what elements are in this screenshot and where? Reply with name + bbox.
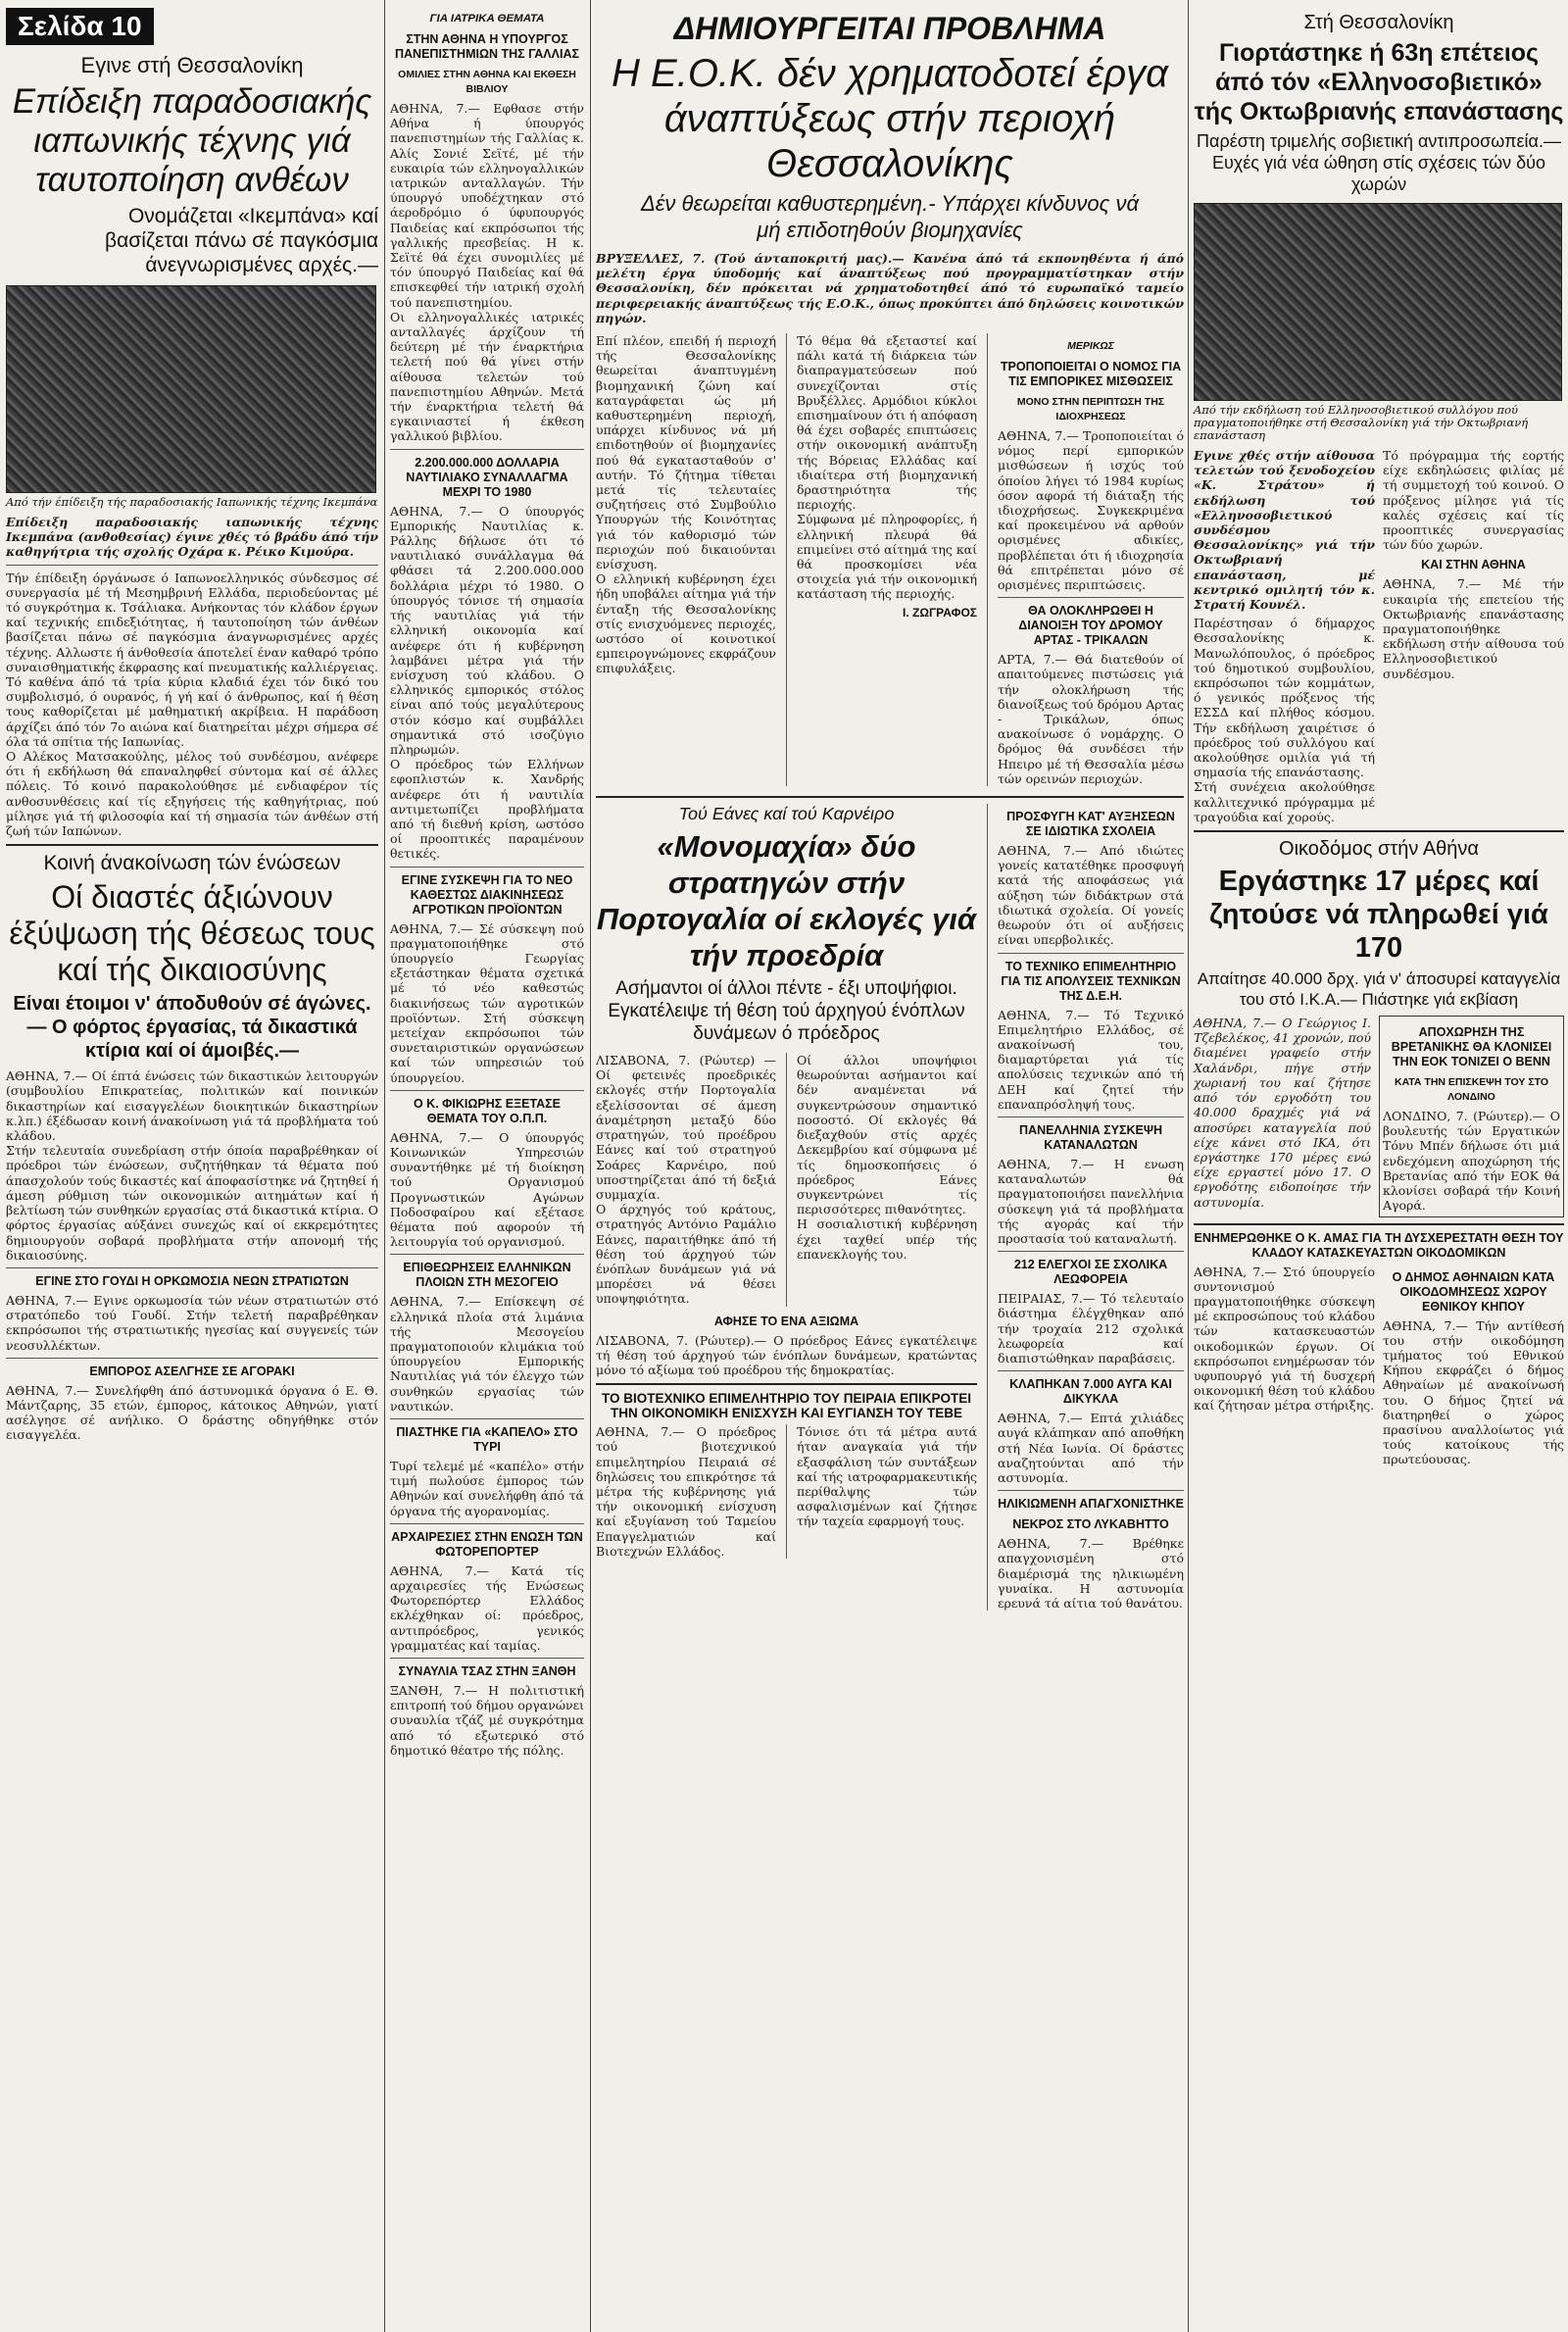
article-headline: Η Ε.Ο.Κ. δέν χρηματοδοτεί έργα άναπτύξεως στήν περιοχή Θεσσαλονίκης (612, 52, 1168, 185)
article-headline: Οί διαστές άξιώνουν έξύψωση τής θέσεως τους καί τής δικαιοσύνης (9, 879, 375, 988)
constructors-body-columns (1194, 1264, 1568, 1467)
article-kicker: Τού Εάνες καί τού Καρνέιρο (678, 804, 895, 824)
article-judges (6, 852, 378, 1263)
anniversary-body-columns (1194, 448, 1568, 824)
article-body: ΑΘΗΝΑ, 7.— Από ιδιώτες γονείς κατατέθηκε προσφυγή κατά τής αποφάσεως γιά αύξηση τών διδάκτρων στά ιδιωτικά σχολεία. Οί γονείς θεωρούν ότι οί αυξήσεις είναι υπερβολικές. (998, 843, 1188, 948)
article-body: ΑΘΗΝΑ, 7.— Κατά τίς αρχαιρεσίες τής Ενώσεως Φωτορεπόρτερ Ελλάδος εκλέχθηκαν οί: πρόεδρος, αντιπρόεδρος, γενικός γραμματέας καί ταμίας. (390, 1563, 588, 1653)
article-subhead: ΜΟΝΟ ΣΤΗΝ ΠΕΡΙΠΤΩΣΗ ΤΗΣ ΙΔΙΟΧΡΗΣΕΩΣ (1016, 396, 1165, 423)
article-deck: Είναι έτοιμοι ν' άποδυθούν σέ άγώνες.— Ο φόρτος έργασίας, τά δικαστικά κτίρια καί οί άμοιβές.— (13, 993, 371, 1063)
article-kicker: Κοινή άνακοίνωση τών ένώσεων (43, 852, 341, 875)
article-body: ΑΘΗΝΑ, 7.— Βρέθηκε απαγχονισμένη στό διαμέρισμά της ηλικιωμένη γυναίκα. Η αστυνομία ερευνά τά αίτια τού θανάτου. (998, 1536, 1188, 1611)
article-photo (1194, 203, 1562, 401)
article-headline: ΠΙΑΣΤΗΚΕ ΓΙΑ «ΚΑΠΕΛΟ» ΣΤΟ ΤΥΡΙ (396, 1425, 578, 1455)
article-deck: Δέν θεωρείται καθυστερημένη.- Υπάρχει κίνδυνος νά μή επιδοτηθούν βιομηχανίες (641, 191, 1139, 242)
column-right (1194, 0, 1568, 2332)
anniversary-body-right (1383, 448, 1568, 824)
article-ikebana (6, 53, 383, 839)
article-deck: Ασήμαντοι οί άλλοι πέντε - έξι υποψήφιοι. Εγκατέλειψε τή θέση τού άρχηγού ένόπλων δυνάμεων ό πρόεδρος (608, 978, 965, 1045)
article-headline: ΝΕΚΡΟΣ ΣΤΟ ΛΥΚΑΒΗΤΤΟ (1012, 1517, 1169, 1532)
article-body: ΑΘΗΝΑ, 7.— Σέ σύσκεψη πού πραγματοποιήθηκε στό ύπουργείο Γεωργίας εξετάστηκαν θέματα σχετικά μέ τό νέο καθεστώς διακινήσεως τών αγροτικών προϊόντων. Στή σύσκεψη μετείχαν εκπρόσωποι τών συνεταιριστικών οργανώσεων καί τών υπηρεσιών τού ύπουργείου. (390, 920, 588, 1085)
article-headline: ΕΠΙΘΕΩΡΗΣΕΙΣ ΕΛΛΗΝΙΚΩΝ ΠΛΟΙΩΝ ΣΤΗ ΜΕΣΟΓΕΙΟ (403, 1261, 571, 1290)
article-headline: ΕΓΙΝΕ ΣΤΟ ΓΟΥΔΙ Η ΟΡΚΩΜΟΣΙΑ ΝΕΩΝ ΣΤΡΑΤΙΩΤΩΝ (35, 1273, 349, 1288)
article-headline: ΕΜΠΟΡΟΣ ΑΣΕΛΓΗΣΕ ΣΕ ΑΓΟΡΑΚΙ (89, 1364, 295, 1378)
eec-body-right (797, 333, 977, 786)
photo-caption: Από τήν έπίδειξη τής παραδοσιακής Ιαπωνικής τέχνης Ικεμπάνα (6, 495, 378, 509)
article-agro (390, 872, 588, 1085)
article-opap (390, 1096, 588, 1250)
article-headline: ΕΝΗΜΕΡΩΘΗΚΕ Ο Κ. ΑΜΑΣ ΓΙΑ ΤΗ ΔΥΣΧΕΡΕΣΤΑΤΗ ΘΕΣΗ ΤΟΥ ΚΛΑΔΟΥ ΚΑΤΑΣΚΕΥΑΣΤΩΝ ΟΙΚΟΔΟΜΙΚΩΝ (1194, 1230, 1564, 1260)
article-body: ΞΑΝΘΗ, 7.— Η πολιτιστική επιτροπή τού δήμου οργανώνει συναυλία τζάζ μέ συγκρότημα από τό εξωτερικό στό δημοτικό θέατρο τής πόλης. (390, 1683, 588, 1758)
page-number-tag (6, 8, 378, 45)
article-body: Τήν έπίδειξη όργάνωσε ό Ιαπωνοελληνικός σύνδεσμος σέ συνεργασία μέ τή Μεσημβρινή Ελλάδα, περιοδεύοντας μέ τό συγκρότημα κ. Τσάλιακα. Ανήκοντας τόν κλάδον έργων καί τεχνικής επιδεξιότητας, ή ταυτοποίηση τών άνθέων βασίζεται πάνω σέ παγκόσμια άναγνωρισμένες αρχές τέχνης. Αλλωστε ή άνθοθεσία άποτελεί έναν καθαρό τρόπο συναισθηματικής έκφρασης καί πνευματικής καλλιέργειας. Τό καθένα άπό τά τρία κύρια κλαδιά έχει τόν δικό του συμβολισμό, ό ουρανός, ή γή καί ό άνθρωπος, καί ή θέση τους καθορίζεται μέ μαθηματική ακρίβεια. Η παράδοση άρχίζει άπό τόν 7ο αιώνα καί διατηρείται μέχρι σήμερα σέ όλα τά σπίτια τής Ιαπωνίας. Ο Αλέκος Ματσακούλης, μέλος τού συνδέσμου, ανέφερε ότι ή εκδήλωση θά επαναληφθεί σύντομα καί σέ άλλες πόλεις. Τό κοινό παρακολούθησε μέ ενδιαφέρον τίς ανθοσυνθέσεις καί τίς εξηγήσεις τής καθηγήτριας, πού μίλησε γιά τή φιλοσοφία καί τή σημασία τών άνθέων στή ζωή τών Ιαπώνων. (6, 570, 378, 839)
eec-body-left (596, 333, 776, 786)
article-headline: ΑΠΟΧΩΡΗΣΗ ΤΗΣ ΒΡΕΤΑΝΙΚΗΣ ΘΑ ΚΛΟΝΙΣΕΙ ΤΗΝ ΕΟΚ ΤΟΝΙΖΕΙ Ο ΒΕΝΝ (1391, 1025, 1552, 1069)
article-national-garden (1383, 1265, 1568, 1467)
article-headline: ΚΑΙ ΣΤΗΝ ΑΘΗΝΑ (1421, 558, 1526, 572)
article-body: ΑΘΗΝΑ, 7.— Τροποποιείται ό νόμος περί εμπορικών μισθώσεων ή ισχύς τού όποίου λήγει τό 1984 κυρίως όσον αφορά τή διάταξη τής ιδιοχρήσεως. Συγκεκριμένα καί προκειμένου νά αρθούν ορισμένες αδικίες, προβλέπεται ότι ή ιδιοχρησία θά επιτρέπεται μόνο σέ ορισμένες περιπτώσεις. (998, 428, 1188, 593)
article-merchant (6, 1364, 382, 1443)
article-headline: ΤΡΟΠΟΠΟΙΕΙΤΑΙ Ο ΝΟΜΟΣ ΓΙΑ ΤΙΣ ΕΜΠΟΡΙΚΕΣ ΜΙΣΘΩΣΕΙΣ (1000, 360, 1182, 389)
article-anniversary (1194, 12, 1568, 824)
article-headline: Ο Κ. ΦΙΚΙΩΡΗΣ ΕΞΕΤΑΣΕ ΘΕΜΑΤΑ ΤΟΥ Ο.Π.Π. (413, 1096, 562, 1125)
article-jazz (390, 1664, 588, 1758)
article-kicker: Εγινε στή Θεσσαλονίκη (80, 53, 304, 77)
article-headline: Επίδειξη παραδοσιακής ιαπωνικής τέχνης γιά ταυτοποίηση ανθέων (12, 82, 372, 199)
article-headline: ΘΑ ΟΛΟΚΛΗΡΩΘΕΙ Η ΔΙΑΝΟΙΞΗ ΤΟΥ ΔΡΟΜΟΥ ΑΡΤΑΣ - ΤΡΙΚΑΛΩΝ (1018, 604, 1163, 648)
article-constructors (1194, 1230, 1568, 1467)
article-body: ΑΘΗΝΑ, 7.— Εφθασε στήν Αθήνα ή ύπουργός πανεπιστημίων τής Γαλλίας κ. Αλίς Σονιέ Σεϊτέ, μέ τήν ευκαιρία τών ελληνογαλλικών ιατρικών ανταλλαγών. Τήν ύπουργό υποδέχτηκαν στό άεροδρόμιο ό ύφυπουργός Παιδείας καί εκπρόσωποι τής γαλλικής πρεσβείας. Η κ. Σεϊτέ θά έχει συνομιλίες μέ τόν ύπουργό Παιδείας καί θά επισκεφθεί τήν ιατρική σχολή τού πανεπιστημίου. Οι ελληνογαλλικές ιατρικές ανταλλαγές άρχίζουν τή δεύτερη μέ τήν έναρκτήρια τελετή πού θά γίνει στήν αίθουσα τελετών τού πανεπιστημίου Αθηνών. Μετά τήν έναρκτήρια τελετή θά εγκαινιαστεί ή έκθεση γαλλικού βιβλίου. (390, 101, 584, 444)
article-body: Οί άλλοι υποψήφιοι θεωρούνται ασήμαντοι καί δέν αναμένεται νά συγκεντρώσουν σημαντικό ποσοστό. Οί εκλογές θά διεξαχθούν στίς αρχές Δεκεμβρίου καί σύμφωνα μέ τίς δημοσκοπήσεις ό πρόεδρος Εάνες συγκεντρώνει τίς περισσότερες πιθανότητες. Η σοσιαλιστική κυβέρνηση έχει ταχθεί υπέρ τής επανεκλογής του. (797, 1053, 977, 1262)
article-headline: «Μονομαχία» δύο στρατηγών στήν Πορτογαλία οί εκλογές γιά τήν προεδρία (596, 829, 977, 973)
article-body: ΛΟΝΔΙΝΟ, 7. (Ρώυτερ).— Ο βουλευτής τών Εργατικών Τόνυ Μπέν δήλωσε ότι μιά ενδεχόμενη αποχώρηση τής Βρετανίας από τήν ΕΟΚ θά κλονίσει σοβαρά τήν Κοινή Αγορά. (1383, 1109, 1564, 1214)
article-label: ΜΕΡΙΚΩΣ (1067, 340, 1114, 353)
article-label: ΓΙΑ ΙΑΤΡΙΚΑ ΘΕΜΑΤΑ (429, 13, 545, 25)
column-rule (384, 0, 385, 2332)
article-body: ΑΘΗΝΑ, 7.— Συνελήφθη άπό άστυνομικά όργανα ό Ε. Θ. Μάντζαρης, 35 ετών, έμπορος, κάτοικος Αθηνών, γιατί ασέλγησε σέ ανήλικο. Ο δράστης οδηγήθηκε στόν εισαγγελέα. (6, 1382, 382, 1443)
article-headline: ΑΡΧΑΙΡΕΣΙΕΣ ΣΤΗΝ ΕΝΩΣΗ ΤΩΝ ΦΩΤΟΡΕΠΟΡΤΕΡ (391, 1529, 583, 1559)
column-left (6, 0, 383, 2332)
article-headline: Ο ΔΗΜΟΣ ΑΘΗΝΑΙΩΝ ΚΑΤΑ ΟΙΚΟΔΟΜΗΣΕΩΣ ΧΩΡΟΥ ΕΘΝΙΚΟΥ ΚΗΠΟΥ (1392, 1269, 1555, 1314)
article-oath (6, 1273, 382, 1353)
article-body: Τόνισε ότι τά μέτρα αυτά ήταν αναγκαία γιά τήν εξασφάλιση τών συντάξεων καί τής ιατροφαρμακευτικής περίθαλψης τών ασφαλισμένων καί ζήτησε τήν ταχεία εφαρμογή τους. (797, 1424, 981, 1529)
article-body: ΑΘΗΝΑ, 7.— Η ενωση καταναλωτών θά πραγματοποιήσει πανελλήνια σύσκεψη γιά τά προβλήματα τής αγοράς καί τήν προστασία τού καταναλωτή. (998, 1156, 1188, 1246)
article-headline: ΠΡΟΣΦΥΓΗ ΚΑΤ' ΑΥΞΗΣΕΩΝ ΣΕ ΙΔΙΩΤΙΚΑ ΣΧΟΛΕΙΑ (1006, 810, 1175, 839)
article-headline: Γιορτάστηκε ή 63η επέτειος άπό τόν «Ελληνοσοβιετικό» τής Οκτωβριανής επανάστασης (1194, 39, 1564, 125)
article-deck: Απαίτησε 40.000 δρχ. γιά ν' άποσυρεί καταγγελία του στό Ι.Κ.Α.— Πιάστηκε γιά εκβίαση (1197, 969, 1561, 1010)
article-kicker: Στή Θεσσαλονίκη (1303, 12, 1454, 33)
column-rule (1188, 0, 1189, 2332)
article-headline: ΑΦΗΣΕ ΤΟ ΕΝΑ ΑΞΙΩΜΑ (713, 1314, 859, 1328)
article-body: ΑΘΗΝΑ, 7.— Ο ύπουργός Εμπορικής Ναυτιλίας κ. Ράλλης δήλωσε ότι τό ναυτιλιακό συνάλλαγμα θά φθάσει τά 2.200.000.000 δολλάρια μέχρι τό 1980. Ο ύπουργός τόνισε τή σημασία τής ναυτιλίας γιά τήν ελληνική οικονομία καί ανέφερε ότι ή κυβέρνηση λαμβάνει μέτρα γιά τήν ενίσχυση τού κλάδου. Ο ελληνικός εμπορικός στόλος είναι από τούς μεγαλύτερους στόν κόσμο καί συμβάλλει σημαντικά στό ισοζύγιο πληρωμών. Ο πρόεδρος τών Ελλήνων εφοπλιστών κ. Χανδρής ανέφερε ότι ή ναυτιλία αντιμετωπίζει προβλήματα από τή διεθνή κρίση, ωστόσο οί προοπτικές παραμένουν θετικές. (390, 503, 584, 862)
page-label: Σελίδα 10 (6, 8, 154, 45)
anniversary-body-left (1194, 448, 1380, 824)
tebe-body-columns (596, 1424, 981, 1559)
article-headline: ΤΟ ΒΙΟΤΕΧΝΙΚΟ ΕΠΙΜΕΛΗΤΗΡΙΟ ΤΟΥ ΠΕΙΡΑΙΑ ΕΠΙΚΡΟΤΕΙ ΤΗΝ ΟΙΚΟΝΟΜΙΚΗ ΕΝΙΣΧΥΣΗ ΚΑΙ ΕΥΓΙΑΝΣΗ ΤΟΥ ΤΕΒΕ (601, 1391, 972, 1421)
portugal-body-columns (596, 1053, 977, 1306)
article-headline: ΠΑΝΕΛΛΗΝΙΑ ΣΥΣΚΕΨΗ ΚΑΤΑΝΑΛΩΤΩΝ (1019, 1122, 1162, 1152)
article-deck: Παρέστη τριμελής σοβιετική αντιπροσωπεία.— Ευχές γιά νέα ώθηση στίς σχέσεις τών δύο χωρών (1197, 131, 1561, 194)
column-main (596, 0, 1189, 2332)
article-body: ΑΘΗΝΑ, 7.— Οί έπτά ένώσεις τών δικαστικών λειτουργών (συμβουλίου Επικρατείας, πολιτικών καί ποινικών δικαστηρίων καί εισαγγελέων διοικητικών δικαστηρίων κ.λπ.) έξέδωσαν κοινή άνακοίνωση γιά τά προβλήματα τού κλάδου. Στήν τελευταία συνεδρίαση στήν όποία παραβρέθηκαν οί πρόεδροι τών ένώσεων, συζητήθηκαν τά θέματα πού άπασχολούν τούς δικαστές καί άποφασίστηκε νά ζητηθεί ή άμεση ρύθμιση τών οικονομικών αιτημάτων καί ή βελτίωση τών συνθηκών εργασίας στά δικαστικά κτίρια. Ο φόρτος έργασίας αύξάνει συνεχώς καί οί εκκρεμότητες δημιουργούν σοβαρά προβλήματα στήν απονομή τής δικαιοσύνης. (6, 1068, 378, 1263)
column-second (390, 0, 588, 2332)
article-body: Τυρί τελεμέ μέ «καπέλο» στήν τιμή πωλούσε έμπορος τών Αθηνών καί συνελήφθη άπό τά όργανα τής αγορανομίας. (390, 1459, 588, 1518)
article-portugal (596, 804, 981, 1611)
article-ship-inspections (390, 1261, 588, 1414)
article-body: ΑΘΗΝΑ, 7.— Ο Γεώργιος Ι. Τζεβελέκος, 41 χρονών, πού διαμένει γραφείο στήν Χαλάνδρι, πήγε στήν χωριανή του καί ζήτησε από τόν εργοδότη του 40.000 δραχμές γιά νά αποσύρει καταγγελία πού είχε κάνει στό ΙΚΑ, ότι εργάστηκε 170 μέρες ενώ είχε εργαστεί μόνο 17. Ο εργοδότης ειδοποίησε τήν αστυνομία. (1194, 1016, 1375, 1210)
article-headline-pre: ΗΛΙΚΙΩΜΕΝΗ ΑΠΑΓΧΟΝΙΣΤΗΚΕ (998, 1497, 1184, 1512)
column-rule (590, 0, 591, 2332)
article-body: ΑΡΤΑ, 7.— Θά διατεθούν οί απαιτούμενες πιστώσεις γιά τήν ολοκλήρωση τής διανοίξεως τού δρόμου Αρτας - Τρικάλων, όπως ανακοίνωσε ό νομάρχης. Ο δρόμος θά συνδέσει τήν Ηπειρο μέ τή Θεσσαλία μέσω τών ορεινών περιοχών. (998, 652, 1188, 786)
article-french-minister (390, 12, 584, 444)
article-body: ΑΘΗΝΑ, 7.— Τήν αντίθεσή του στήν οικοδόμηση τμήματος τού Εθνικού Κήπου εκφράζει ό δήμος Αθηναίων μέ ανακοίνωσή του. Ο δήμος ζητεί νά διατηρηθεί ο χώρος πρασίνου αναλλοίωτος γιά τούς κατοίκους τής πρωτεύουσας. (1383, 1317, 1568, 1467)
article-body: Παρέστησαν ό δήμαρχος Θεσσαλονίκης κ. Μανωλόπουλος, ό πρόεδρος τού δημοτικού συμβουλίου, εκπρόσωποι τών κομμάτων, ό γενικός πρόξενος τής ΕΣΣΔ καί πλήθος κόσμου. Τήν εκδήλωση χαιρέτισε ό πρόεδρος τού συλλόγου καί ακολούθησε ομιλία γιά τή σημασία τής επανάστασης. Στή συνέχεια ακολούθησε καλλιτεχνικό πρόγραμμα μέ τραγούδια καί χορούς. (1194, 616, 1375, 824)
article-body: Τό πρόγραμμα τής εορτής είχε εκδηλώσεις φιλίας μέ τή συμμετοχή τού κοινού. Ο πρόξενος μίλησε γιά τίς καλές σχέσεις καί τίς προοπτικές συνεργασίας τών δύο χωρών. (1383, 448, 1568, 553)
article-lead: ΒΡΥΞΕΛΛΕΣ, 7. (Τού άνταποκριτή μας).— Κανένα άπό τά εκπονηθέντα ή άπό μελέτη έργα ύποδομής καί άναπτύξεως πού προγραμματίστηκαν στήν Θεσσαλονίκη, δέν πρόκειται νά χρηματοδοτηθεί άπό τό ευρωπαϊκό ταμείο περιφερειακής άναπτύξεως τής Ε.Ο.Κ., όπως προκύπτει άπό δηλώσεις κοινοτικών πηγών. (596, 251, 1189, 325)
article-headline: 2.200.000.000 ΔΟΛΛΑΡΙΑ ΝΑΥΤΙΛΙΑΚΟ ΣΥΝΑΛΛΑΓΜΑ ΜΕΧΡΙ ΤΟ 1980 (406, 455, 568, 499)
photo-caption: Από τήν εκδήλωση τού Ελληνοσοβιετικού συλλόγου πού πραγματοποιήθηκε στή Θεσσαλονίκη γιά τήν Οκτωβριανή επανάσταση (1194, 403, 1529, 442)
lower-main (596, 804, 1188, 1611)
article-body: ΠΕΙΡΑΙΑΣ, 7.— Τό τελευταίο διάστημα έλέγχθηκαν από τήν τροχαία 212 σχολικά λεωφορεία καί διαπιστώθηκαν παραβάσεις. (998, 1291, 1188, 1365)
article-body: Επί πλέον, επειδή ή περιοχή τής Θεσσαλονίκης θεωρείται άναπτυγμένη βιομηχανική ζώνη καί καταγράφεται ώς μή καθυστερημένη περιοχή, υπάρχει κίνδυνος νά μή επιδοτηθούν οί βιομηχανίες πού θά εγκατασταθούν σ' αυτήν. Τό ζήτημα τίθεται μετά τίς τελευταίες συζητήσεις στό Συμβούλιο Υπουργών τής Κοινότητας γιά τόν καθορισμό τών περιοχών πού δικαιούνται ενίσχυση. Ο ελληνική κυβέρνηση έχει ήδη υποβάλει αίτημα γιά τήν ένταξη τής Θεσσαλονίκης στίς ενισχυόμενες περιοχές, ωστόσο οί κοινοτικοί εμπειρογνώμονες εκφράζουν επιφυλάξεις. (596, 333, 776, 676)
article-headline: ΣΥΝΑΥΛΙΑ ΤΣΑΖ ΣΤΗΝ ΞΑΝΘΗ (398, 1664, 576, 1679)
article-headline: 212 ΕΛΕΓΧΟΙ ΣΕ ΣΧΟΛΙΚΑ ΛΕΩΦΟΡΕΙΑ (1013, 1258, 1168, 1287)
article-body: ΛΙΣΑΒΟΝΑ, 7. (Ρώυτερ) — Οί φετεινές προεδρικές εκλογές στήν Πορτογαλία εξελίσσονται σέ άμεση άναμέτρηση μεταξύ δύο στρατηγών, τού προέδρου Εάνες καί τού στρατηγού Σοάρες Καρνέιρο, πού υποστηρίζεται άπό τή δεξιά συμμαχία. Ο άρχηγός τού κράτους, στρατηγός Αντόνιο Ραμάλιο Εάνες, παραιτήθηκε άπό τή θέση τού άρχηγού τών ένόπλων δυνάμεων γιά νά μπορέσει νά θέσει υποψηφιότητα. (596, 1053, 776, 1307)
boxed-article-britain (1379, 1016, 1564, 1216)
article-body: ΑΘΗΝΑ, 7.— Ο ύπουργός Κοινωνικών Υπηρεσιών συναντήθηκε μέ τή διοίκηση τού Οργανισμού Προγνωστικών Αγώνων Ποδοσφαίρου καί εξέτασε θέματα πού αφορούν τή λειτουργία τού οργανισμού. (390, 1129, 588, 1250)
article-body: ΑΘΗΝΑ, 7.— Εγινε ορκωμοσία τών νέων στρατιωτών στό στρατόπεδο τού Γουδί. Στήν τελετή παραβρέθηκαν εκπρόσωποι τής στρατιωτικής ηγεσίας καί συγγενείς τών νεοσυλλέκτων. (6, 1292, 382, 1353)
article-byline: I. ΖΩΓΡΑΦΟΣ (902, 605, 977, 620)
mini-column (998, 333, 1188, 786)
article-kicker: ΔΗΜΙΟΥΡΓΕΙΤΑΙ ΠΡΟΒΛΗΜΑ (673, 11, 1106, 46)
article-intro: Επίδειξη παραδοσιακής ιαπωνικής τέχνης Ικεμπάνα (ανθοθεσίας) έγινε χθές τό βράδυ άπό τήν καθηγήτρια τής σχολής Οχάρα κ. Ρέικο Κιμούρα. (6, 515, 383, 560)
article-headline: ΚΛΑΠΗΚΑΝ 7.000 ΑΥΓΑ ΚΑΙ ΔΙΚΥΚΛΑ (1009, 1377, 1172, 1407)
article-kicker: Οικοδόμος στήν Αθήνα (1279, 838, 1479, 861)
article-body: ΑΘΗΝΑ, 7.— Επίσκεψη σέ ελληνικά πλοία στά λιμάνια τής Μεσογείου πραγματοποιούν κλιμάκια τού ύπουργείου Εμπορικής Ναυτιλίας γιά τόν έλεγχο τών συνθηκών εργασίας τών ναυτικών. (390, 1294, 588, 1414)
article-photographers (390, 1529, 588, 1653)
article-body: ΑΘΗΝΑ, 7.— Μέ τήν ευκαιρία τής επετείου τής Οκτωβριανής επανάστασης πραγματοποιήθηκε εκδήλωση στήν αίθουσα τού Ελληνοσοβιετικού συνδέσμου. (1383, 576, 1568, 681)
article-body: ΛΙΣΑΒΟΝΑ, 7. (Ρώυτερ).— Ο πρόεδρος Εάνες εγκατέλειψε τή θέση τού άρχηγού τών ένόπλων δυνάμεων, κρατώντας μόνο τό αξίωμα τού προέδρου τής δημοκρατίας. (596, 1332, 981, 1377)
article-eec (596, 10, 1189, 325)
article-body: ΑΘΗΝΑ, 7.— Στό ύπουργείο συντονισμού πραγματοποιήθηκε σύσκεψη μέ εκπροσώπους τού κλάδου τών κατασκευαστών οικοδομικών έργων. Οί εκπρόσωποι ενημέρωσαν τόν υφυπουργό γιά τή δυσχερή οικονομική θέση τού κλάδου καί ζήτησαν μέτρα στήριξης. (1194, 1264, 1379, 1414)
article-body: ΑΘΗΝΑ, 7.— Επτά χιλιάδες αυγά κλάπηκαν από αποθήκη στή Νέα Ιωνία. Οί δράστες αναζητούνται από τήν αστυνομία. (998, 1411, 1188, 1485)
article-subhead: ΚΑΤΑ ΤΗΝ ΕΠΙΣΚΕΨΗ ΤΟΥ ΣΤΟ ΛΟΝΔΙΝΟ (1394, 1076, 1549, 1104)
article-headline: Εργάστηκε 17 μέρες καί ζητούσε νά πληρωθεί γιά 170 (1209, 866, 1548, 965)
article-body: ΑΘΗΝΑ, 7.— Τό Τεχνικό Επιμελητήριο Ελλάδος, σέ ανακοίνωσή του, διαμαρτύρεται γιά τίς απολύσεις τεχνικών από τή ΔΕΗ καί ζητεί τήν επαναπρόσληψή τους. (998, 1007, 1188, 1112)
article-body: ΑΘΗΝΑ, 7.— Ο πρόεδρος τού βιοτεχνικού επιμελητηρίου Πειραιά σέ δηλώσεις του επικρότησε τά μέτρα τής κυβέρνησης γιά τήν οικονομική ενίσχυση καί εξυγίανση τού Ταμείου Επαγγελματιών καί Βιοτεχνών Ελλάδος. (596, 1424, 780, 1559)
mini-column-lower (998, 804, 1188, 1611)
article-builder (1194, 838, 1564, 1216)
article-photo (6, 285, 376, 493)
article-cheese (390, 1425, 588, 1518)
article-shipping (390, 456, 584, 862)
article-headline: ΣΤΗΝ ΑΘΗΝΑ Η ΥΠΟΥΡΓΟΣ ΠΑΝΕΠΙΣΤΗΜΙΩΝ ΤΗΣ ΓΑΛΛΙΑΣ (395, 32, 579, 61)
article-deck: Ονομάζεται «Ικεμπάνα» καί βασίζεται πάνω σέ παγκόσμια άνεγνωρισμένες αρχές.— (105, 205, 378, 276)
article-headline: ΤΟ ΤΕΧΝΙΚΟ ΕΠΙΜΕΛΗΤΗΡΙΟ ΓΙΑ ΤΙΣ ΑΠΟΛΥΣΕΙΣ ΤΕΧΝΙΚΩΝ ΤΗΣ Δ.Ε.Η. (1001, 959, 1181, 1003)
article-body: Τό θέμα θά εξεταστεί καί πάλι κατά τή διάρκεια τών διαπραγματεύσεων πού συνεχίζονται στίς Βρυξέλλες. Αρμόδιοι κύκλοι επισημαίνουν ότι ή απόφαση θά έχει σοβαρές επιπτώσεις στήν οικονομική ανάπτυξη τής Βόρειας Ελλάδας καί ιδιαίτερα στή βιομηχανική δραστηριότητα τής περιοχής. Σύμφωνα μέ πληροφορίες, ή ελληνική πλευρά θά επιμείνει στό αίτημά της καί θά προσκομίσει νέα στοιχεία γιά τήν οικονομική κατάσταση τής περιοχής. (797, 333, 977, 602)
article-intro: Εγινε χθές στήν αίθουσα τελετών τού ξενοδοχείου «Κ. Στράτου» ή εκδήλωση τού «Ελληνοσοβιετικού συνδέσμου Θεσσαλονίκης» γιά τήν Οκτωβριανή επανάσταση, μέ κεντρικό ομιλητή τόν κ. Στρατή Κουνέλ. (1194, 448, 1380, 613)
article-subhead: ΟΜΙΛΙΕΣ ΣΤΗΝ ΑΘΗΝΑ ΚΑΙ ΕΚΘΕΣΗ ΒΙΒΛΙΟΥ (398, 69, 576, 95)
builder-body-columns (1194, 1016, 1564, 1216)
article-headline: ΕΓΙΝΕ ΣΥΣΚΕΨΗ ΓΙΑ ΤΟ ΝΕΟ ΚΑΘΕΣΤΩΣ ΔΙΑΚΙΝΗΣΕΩΣ ΑΓΡΟΤΙΚΩΝ ΠΡΟΪΟΝΤΩΝ (401, 872, 573, 917)
eec-body-columns (596, 333, 1188, 786)
